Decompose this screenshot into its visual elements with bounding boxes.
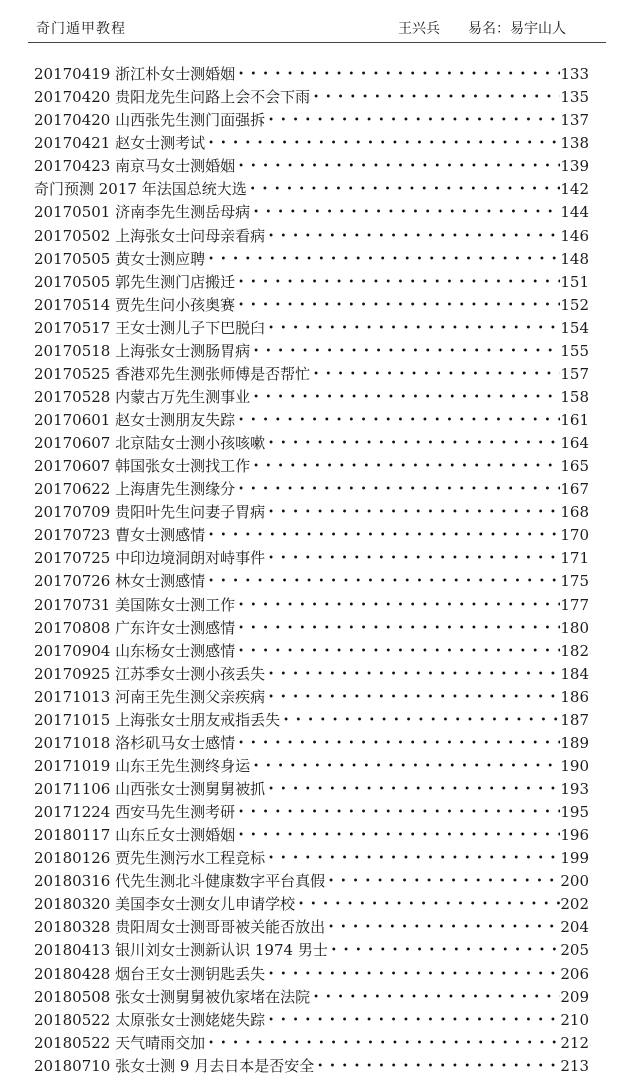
toc-entry-title: 20170518 上海张女士测肠胃病 — [34, 341, 251, 360]
toc-entry-title: 20170420 贵阳龙先生问路上会不会下雨 — [34, 88, 311, 107]
toc-entry[interactable] — [34, 845, 589, 868]
dot-leader — [250, 342, 560, 361]
toc-entry[interactable] — [34, 499, 589, 522]
author-alias: 易名：易宇山人 — [468, 21, 566, 37]
toc-entry[interactable] — [34, 661, 589, 684]
toc-entry-title: 20180522 天气晴雨交加 — [34, 1033, 206, 1052]
toc-entry-title: 20171018 洛杉矶马女士感情 — [34, 733, 236, 752]
book-title: 奇门遁甲教程 — [36, 21, 126, 37]
toc-entry[interactable] — [34, 61, 589, 84]
toc-entry-title: 20170622 上海唐先生测缘分 — [34, 480, 236, 499]
toc-entry-title: 20170505 黄女士测应聘 — [34, 249, 206, 268]
dot-leader — [265, 111, 560, 130]
toc-entry-page-number: 180 — [560, 618, 589, 637]
dot-leader — [265, 1011, 560, 1030]
toc-entry-title: 20170725 中印边境洞朗对峙事件 — [34, 549, 266, 568]
toc-entry-page-number: 177 — [560, 595, 589, 614]
toc-entry[interactable] — [34, 960, 589, 983]
toc-entry[interactable] — [34, 568, 589, 591]
toc-entry-title: 20170607 北京陆女士测小孩咳嗽 — [34, 434, 266, 453]
toc-entry-page-number: 142 — [560, 180, 589, 199]
toc-entry-page-number: 213 — [560, 1056, 589, 1075]
dot-leader — [265, 688, 560, 707]
toc-entry-title: 20170601 赵女士测朋友失踪 — [34, 411, 236, 429]
toc-entry-title: 20180413 银川刘女士测新认识 1974 男士 — [34, 941, 328, 960]
dot-leader — [205, 526, 560, 545]
dot-leader — [235, 296, 560, 315]
dot-leader — [265, 965, 560, 984]
dot-leader — [295, 895, 560, 914]
toc-entry-title: 奇门预测 2017 年法国总统大选 — [34, 180, 247, 199]
toc-entry[interactable] — [34, 430, 589, 453]
toc-entry-title: 20170528 内蒙古万先生测事业 — [34, 387, 251, 406]
toc-entry-page-number: 167 — [560, 480, 589, 499]
dot-leader — [250, 757, 560, 776]
dot-leader — [265, 780, 560, 799]
toc-entry-title: 20170709 贵阳叶先生问妻子胃病 — [34, 503, 266, 522]
toc-entry-title: 20180328 贵阳周女士测哥哥被关能否放出 — [34, 918, 326, 937]
toc-entry-title: 20170904 山东杨女士测感情 — [34, 641, 236, 660]
dot-leader — [205, 1034, 560, 1053]
toc-entry[interactable] — [34, 1007, 589, 1030]
toc-entry[interactable] — [34, 246, 589, 269]
toc-entry-title: 20170723 曹女士测感情 — [34, 526, 206, 545]
toc-entry[interactable] — [34, 937, 589, 960]
toc-entry[interactable] — [34, 707, 589, 730]
toc-entry-page-number: 186 — [560, 687, 589, 706]
dot-leader — [235, 826, 560, 845]
toc-entry-title: 20170731 美国陈女士测工作 — [34, 595, 236, 614]
toc-entry-title: 20170423 南京马女士测婚姻 — [34, 157, 236, 176]
toc-entry-page-number: 195 — [560, 803, 589, 822]
dot-leader — [265, 549, 560, 568]
toc-entry-page-number: 189 — [560, 733, 589, 752]
toc-entry-title: 20171015 上海张女士朋友戒指丢失 — [34, 710, 281, 729]
toc-entry[interactable] — [34, 799, 589, 822]
toc-entry-page-number: 154 — [560, 318, 589, 337]
toc-entry-page-number: 151 — [560, 272, 589, 291]
table-of-contents — [34, 61, 589, 1076]
toc-entry-page-number: 182 — [560, 641, 589, 660]
dot-leader — [325, 918, 560, 937]
author-name: 王兴兵 — [398, 21, 440, 37]
toc-entry-page-number: 158 — [560, 387, 589, 406]
toc-entry-title: 20170514 贾先生问小孩奥赛 — [34, 295, 236, 314]
dot-leader — [235, 642, 560, 661]
toc-entry[interactable] — [34, 407, 589, 430]
toc-entry[interactable] — [34, 730, 589, 753]
toc-entry[interactable] — [34, 684, 589, 707]
dot-leader — [310, 88, 560, 107]
toc-entry-page-number: 155 — [560, 341, 589, 360]
toc-entry[interactable] — [34, 222, 589, 245]
toc-entry-title: 20170421 赵女士测考试 — [34, 134, 206, 153]
toc-entry-title: 20171106 山西张女士测舅舅被抓 — [34, 780, 266, 798]
dot-leader — [235, 803, 560, 822]
dot-leader — [235, 596, 560, 615]
toc-entry[interactable] — [34, 384, 589, 407]
toc-entry-page-number: 206 — [560, 964, 589, 983]
toc-entry-page-number: 137 — [560, 111, 589, 130]
toc-entry-page-number: 175 — [560, 572, 589, 591]
toc-entry-title: 20180316 代先生测北斗健康数字平台真假 — [34, 872, 326, 891]
toc-entry-page-number: 210 — [560, 1010, 589, 1029]
toc-entry-title: 20171013 河南王先生测父亲疾病 — [34, 687, 266, 706]
toc-entry[interactable] — [34, 315, 589, 338]
toc-entry[interactable] — [34, 84, 589, 107]
toc-entry-page-number: 187 — [560, 710, 589, 729]
toc-entry-page-number: 170 — [560, 526, 589, 545]
dot-leader — [235, 273, 560, 292]
toc-entry-page-number: 209 — [560, 987, 589, 1006]
dot-leader — [265, 849, 560, 868]
toc-entry-title: 20180117 山东丘女士测婚姻 — [34, 826, 236, 845]
toc-entry-title: 20170525 香港邓先生测张师傅是否帮忙 — [34, 364, 311, 383]
dot-leader — [250, 388, 560, 407]
toc-entry-title: 20171224 西安马先生测考研 — [34, 803, 236, 822]
toc-entry[interactable] — [34, 476, 589, 499]
toc-entry-title: 20170420 山西张先生测门面强拆 — [34, 111, 266, 130]
header-rule — [28, 42, 606, 43]
toc-entry[interactable] — [34, 914, 589, 937]
toc-entry-page-number: 152 — [560, 295, 589, 314]
toc-entry-title: 20180710 张女士测 9 月去日本是否安全 — [34, 1056, 315, 1075]
toc-entry-title: 20180126 贾先生测污水工程竞标 — [34, 849, 266, 868]
toc-entry[interactable] — [34, 591, 589, 614]
toc-entry-page-number: 202 — [560, 895, 589, 914]
toc-entry[interactable] — [34, 522, 589, 545]
toc-entry-page-number: 148 — [560, 249, 589, 268]
toc-entry[interactable] — [34, 292, 589, 315]
toc-entry-page-number: 144 — [560, 203, 589, 222]
dot-leader — [325, 872, 560, 891]
toc-entry-page-number: 199 — [560, 849, 589, 868]
toc-entry-page-number: 193 — [560, 780, 589, 798]
toc-entry[interactable] — [34, 176, 589, 199]
toc-entry-title: 20170505 郭先生测门店搬迁 — [34, 272, 236, 291]
dot-leader — [205, 134, 560, 153]
toc-entry-page-number: 204 — [560, 918, 589, 937]
toc-entry-page-number: 146 — [560, 226, 589, 245]
toc-entry[interactable] — [34, 130, 589, 153]
dot-leader — [310, 988, 560, 1007]
dot-leader — [250, 203, 560, 222]
toc-entry-page-number: 200 — [560, 872, 589, 891]
toc-entry-page-number: 171 — [560, 549, 589, 568]
toc-entry[interactable] — [34, 822, 589, 845]
dot-leader — [235, 411, 560, 430]
dot-leader — [235, 619, 560, 638]
toc-entry[interactable] — [34, 1030, 589, 1053]
toc-entry[interactable] — [34, 984, 589, 1007]
toc-entry[interactable] — [34, 1053, 589, 1076]
dot-leader — [250, 457, 560, 476]
dot-leader — [265, 503, 560, 522]
toc-entry[interactable] — [34, 107, 589, 130]
toc-entry-page-number: 165 — [560, 457, 589, 476]
toc-entry-page-number: 161 — [560, 411, 589, 429]
toc-entry[interactable] — [34, 753, 589, 776]
toc-entry-title: 20170808 广东许女士测感情 — [34, 618, 236, 637]
dot-leader — [328, 941, 561, 960]
dot-leader — [310, 365, 560, 384]
toc-entry[interactable] — [34, 453, 589, 476]
toc-entry-page-number: 212 — [560, 1033, 589, 1052]
toc-entry-page-number: 184 — [560, 664, 589, 683]
toc-entry-title: 20180428 烟台王女士测钥匙丢失 — [34, 964, 266, 983]
toc-entry-page-number: 190 — [560, 756, 589, 775]
dot-leader — [265, 665, 560, 684]
toc-entry-title: 20171019 山东王先生测终身运 — [34, 756, 251, 775]
toc-entry-page-number: 157 — [560, 364, 589, 383]
toc-entry[interactable] — [34, 891, 589, 914]
page-header — [0, 0, 633, 48]
toc-entry[interactable] — [34, 545, 589, 568]
toc-entry-title: 20170502 上海张女士问母亲看病 — [34, 226, 266, 245]
dot-leader — [235, 65, 560, 84]
toc-entry-page-number: 139 — [560, 157, 589, 176]
toc-entry-page-number: 133 — [560, 65, 589, 84]
toc-entry-title: 20170925 江苏季女士测小孩丢失 — [34, 664, 266, 683]
toc-entry-title: 20180522 太原张女士测姥姥失踪 — [34, 1010, 266, 1029]
dot-leader — [235, 734, 560, 753]
toc-entry-page-number: 164 — [560, 434, 589, 453]
toc-entry-page-number: 138 — [560, 134, 589, 153]
toc-entry[interactable] — [34, 868, 589, 891]
toc-entry[interactable] — [34, 199, 589, 222]
toc-entry-title: 20170501 济南李先生测岳母病 — [34, 203, 251, 222]
dot-leader — [265, 227, 560, 246]
dot-leader — [235, 157, 560, 176]
toc-entry-title: 20170517 王女士测儿子下巴脱臼 — [34, 318, 266, 337]
dot-leader — [265, 434, 560, 453]
toc-entry-page-number: 168 — [560, 503, 589, 522]
dot-leader — [314, 1057, 560, 1076]
dot-leader — [205, 250, 560, 269]
toc-entry[interactable] — [34, 361, 589, 384]
toc-entry[interactable] — [34, 776, 589, 799]
dot-leader — [280, 711, 560, 730]
toc-entry-title: 20170419 浙江朴女士测婚姻 — [34, 65, 236, 84]
toc-entry-title: 20170726 林女士测感情 — [34, 572, 206, 591]
dot-leader — [235, 480, 560, 499]
toc-entry-title: 20180320 美国李女士测女儿申请学校 — [34, 895, 296, 914]
toc-entry-title: 20170607 韩国张女士测找工作 — [34, 457, 251, 476]
toc-entry[interactable] — [34, 269, 589, 292]
toc-entry-page-number: 135 — [560, 88, 589, 107]
dot-leader — [265, 319, 560, 338]
toc-entry-page-number: 196 — [560, 826, 589, 845]
dot-leader — [247, 180, 561, 199]
toc-entry-page-number: 205 — [560, 941, 589, 960]
toc-entry-title: 20180508 张女士测舅舅被仇家堵在法院 — [34, 987, 311, 1006]
toc-entry[interactable] — [34, 338, 589, 361]
toc-entry[interactable] — [34, 153, 589, 176]
toc-entry[interactable] — [34, 638, 589, 661]
dot-leader — [205, 572, 560, 591]
toc-entry[interactable] — [34, 615, 589, 638]
